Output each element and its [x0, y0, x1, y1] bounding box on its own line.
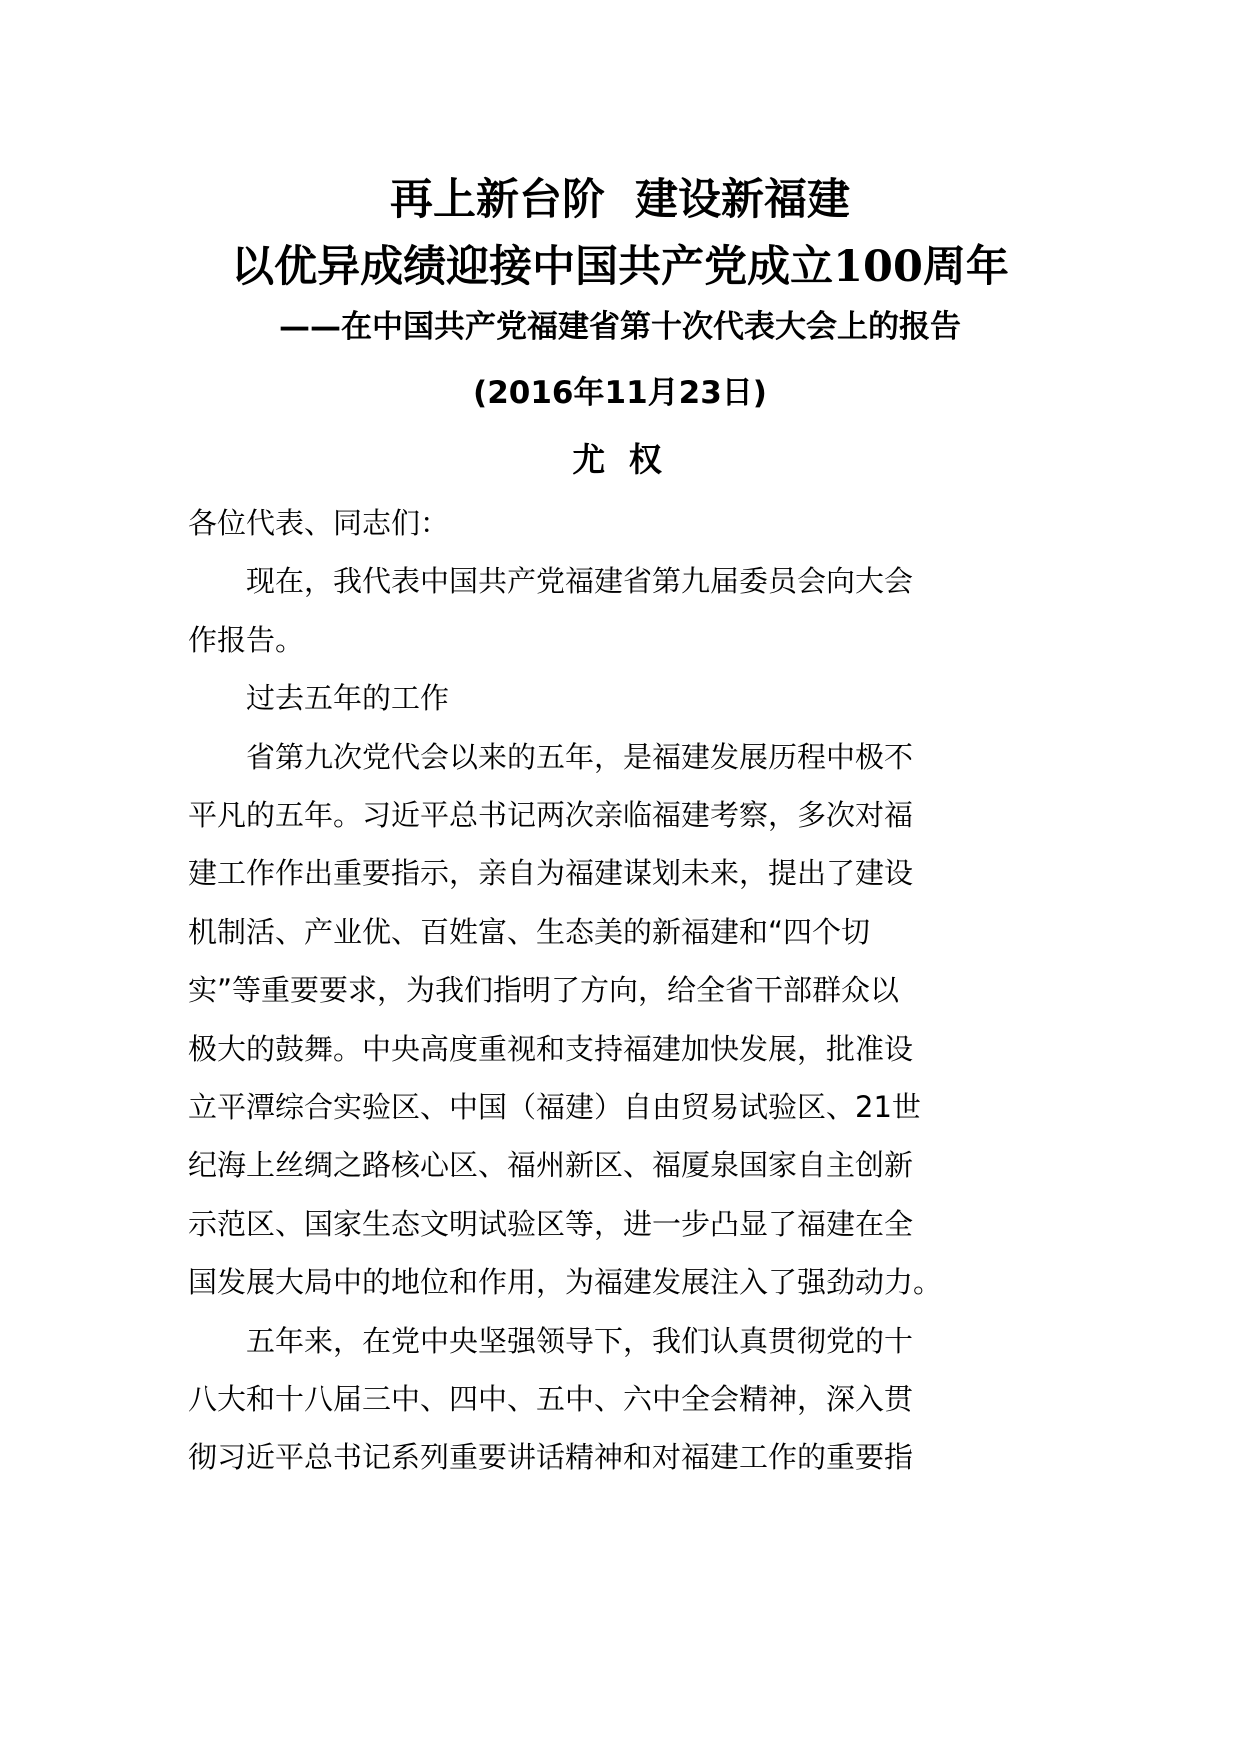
body-line: 八大和十八届三中、四中、五中、六中全会精神，深入贯 — [188, 1382, 914, 1416]
title-line-2-text: 以优异成绩迎接中国共产党成立100周年 — [231, 242, 1009, 292]
body-line: 平凡的五年。习近平总书记两次亲临福建考察，多次对福 — [188, 798, 914, 832]
body-line: 彻习近平总书记系列重要讲话精神和对福建工作的重要指 — [188, 1440, 914, 1475]
body-line: 国发展大局中的地位和作用，为福建发展注入了强劲动力。 — [188, 1265, 943, 1300]
report-subtitle: ——在中国共产党福建省第十次代表大会上的报告 — [279, 309, 961, 345]
body-line: 建工作作出重要指示，亲自为福建谋划未来，提出了建设 — [188, 856, 914, 891]
body-line: 过去五年的工作 — [188, 681, 450, 716]
body-line: 机制活、产业优、百姓富、生态美的新福建和“四个切 — [188, 914, 871, 949]
body-line: 极大的鼓舞。中央高度重视和支持福建加快发展，批准设 — [188, 1031, 914, 1066]
body-line: 纪海上丝绸之路核心区、福州新区、福厦泉国家自主创新 — [188, 1148, 914, 1183]
title-line-2 — [0, 239, 1240, 295]
report-date: (2016年11月23日) — [473, 375, 767, 411]
body-line: 各位代表、同志们： — [188, 506, 450, 540]
body-line: 五年来，在党中央坚强领导下，我们认真贯彻党的十 — [188, 1323, 914, 1358]
body-line: 现在，我代表中国共产党福建省第九届委员会向大会 — [188, 564, 914, 599]
body-line: 立平潭综合实验区、中国（福建）自由贸易试验区、21世 — [188, 1090, 921, 1124]
body-line: 实”等重要要求，为我们指明了方向，给全省干部群众以 — [188, 973, 900, 1008]
report-author: 尤 权 — [572, 440, 668, 479]
body-line: 省第九次党代会以来的五年，是福建发展历程中极不 — [188, 739, 914, 774]
body-line: 作报告。 — [188, 622, 305, 657]
body-line: 示范区、国家生态文明试验区等，进一步凸显了福建在全 — [188, 1206, 914, 1241]
title-line-1: 再上新台阶 建设新福建 — [390, 175, 850, 225]
